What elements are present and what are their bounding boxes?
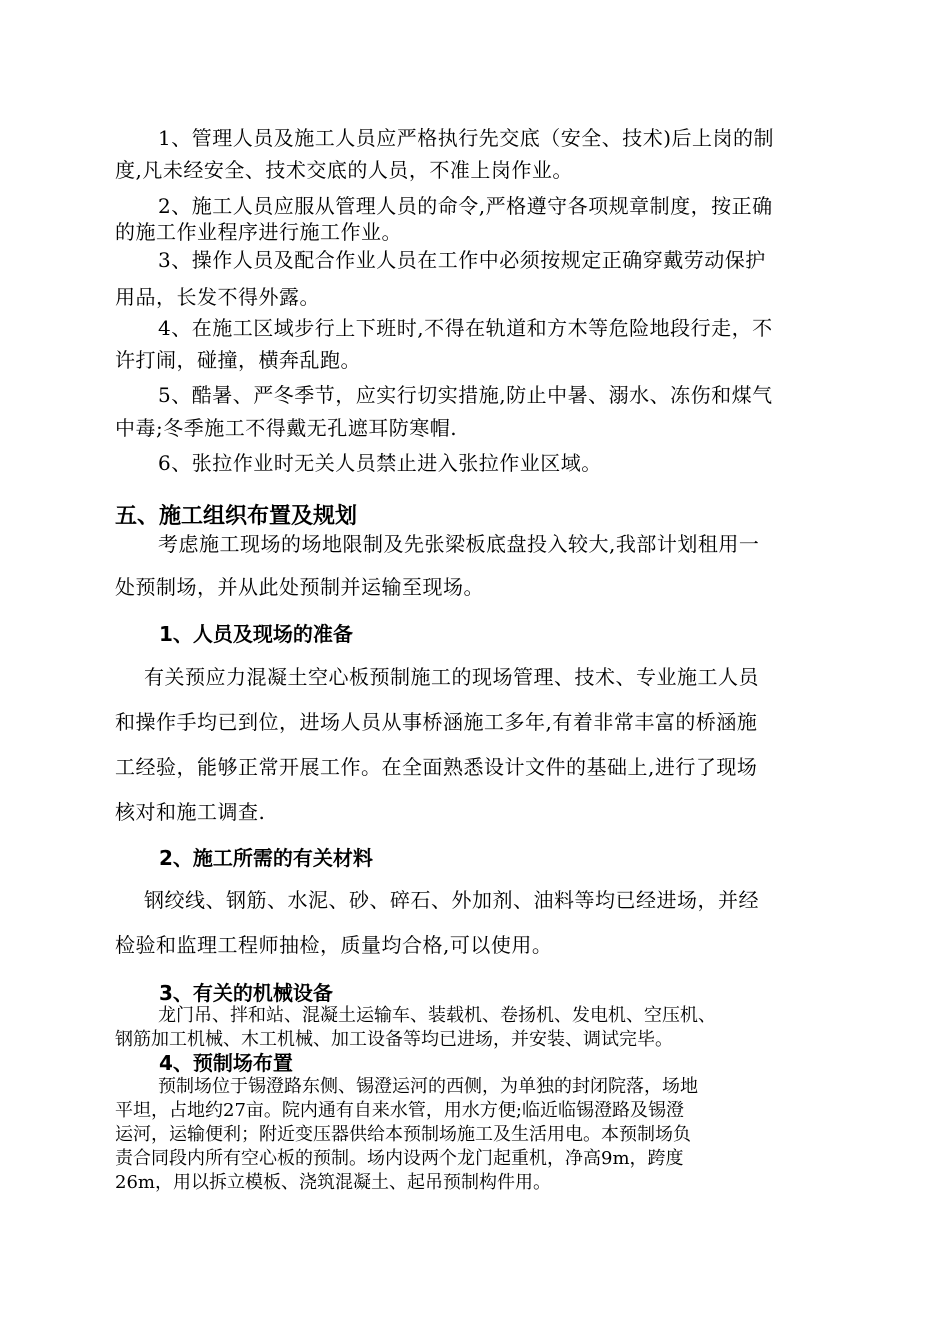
section-intro-line-1: 考虑施工现场的场地限制及先张梁板底盘投入较大,我部计划租用一	[158, 532, 760, 556]
rule-2-line-2: 的施工作业程序进行施工作业。	[115, 220, 402, 244]
rule-4-line-2: 许打闹，碰撞，横奔乱跑。	[115, 348, 361, 372]
rule-5-line-1: 5、酷暑、严冬季节，应实行切实措施,防止中暑、溺水、冻伤和煤气	[158, 383, 773, 407]
subsection-3-line-2: 钢筋加工机械、木工机械、加工设备等均已进场，并安装、调试完毕。	[115, 1029, 673, 1050]
subsection-1-line-1: 有关预应力混凝土空心板预制施工的现场管理、技术、专业施工人员	[144, 665, 759, 689]
subsection-1-line-4: 核对和施工调查.	[115, 800, 266, 824]
subsection-3-heading: 3、有关的机械设备	[159, 981, 333, 1005]
rule-2-line-1: 2、施工人员应服从管理人员的命令,严格遵守各项规章制度，按正确	[158, 194, 773, 218]
subsection-1-line-2: 和操作手均已到位，进场人员从事桥涵施工多年,有着非常丰富的桥涵施	[115, 710, 758, 734]
subsection-2-line-1: 钢绞线、钢筋、水泥、砂、碎石、外加剂、油料等均已经进场，并经	[144, 888, 759, 912]
rule-5-line-2: 中毒;冬季施工不得戴无孔遮耳防寒帽.	[115, 416, 458, 440]
subsection-2-heading: 2、施工所需的有关材料	[159, 846, 373, 870]
subsection-4-line-2: 平坦，占地约27亩。院内通有自来水管，用水方便;临近临锡澄路及锡澄	[115, 1100, 684, 1121]
subsection-1-line-3: 工经验，能够正常开展工作。在全面熟悉设计文件的基础上,进行了现场	[115, 755, 758, 779]
subsection-4-line-1: 预制场位于锡澄路东侧、锡澄运河的西侧，为单独的封闭院落，场地	[158, 1076, 698, 1097]
subsection-2-line-2: 检验和监理工程师抽检，质量均合格,可以使用。	[115, 933, 553, 957]
subsection-4-heading: 4、预制场布置	[159, 1051, 293, 1075]
subsection-1-heading: 1、人员及现场的准备	[159, 622, 353, 646]
subsection-4-line-5: 26m，用以拆立模板、浇筑混凝土、起吊预制构件用。	[115, 1172, 551, 1193]
rule-4-line-1: 4、在施工区域步行上下班时,不得在轨道和方木等危险地段行走，不	[158, 316, 773, 340]
subsection-4-line-4: 责合同段内所有空心板的预制。场内设两个龙门起重机，净高9m，跨度	[115, 1148, 684, 1169]
subsection-3-line-1: 龙门吊、拌和站、混凝土运输车、装载机、卷扬机、发电机、空压机、	[158, 1005, 716, 1026]
rule-1-line-1: 1、管理人员及施工人员应严格执行先交底（安全、技术)后上岗的制	[158, 126, 775, 150]
section-intro-line-2: 处预制场，并从此处预制并运输至现场。	[115, 575, 484, 599]
rule-3-line-1: 3、操作人员及配合作业人员在工作中必须按规定正确穿戴劳动保护	[158, 248, 766, 272]
section-heading: 五、施工组织布置及规划	[115, 504, 358, 529]
rule-6-line-1: 6、张拉作业时无关人员禁止进入张拉作业区域。	[158, 451, 602, 475]
rule-1-line-2: 度,凡未经安全、技术交底的人员，不准上岗作业。	[115, 158, 573, 182]
rule-3-line-2: 用品，长发不得外露。	[115, 285, 320, 309]
subsection-4-line-3: 运河，运输便利；附近变压器供给本预制场施工及生活用电。本预制场负	[115, 1124, 691, 1145]
